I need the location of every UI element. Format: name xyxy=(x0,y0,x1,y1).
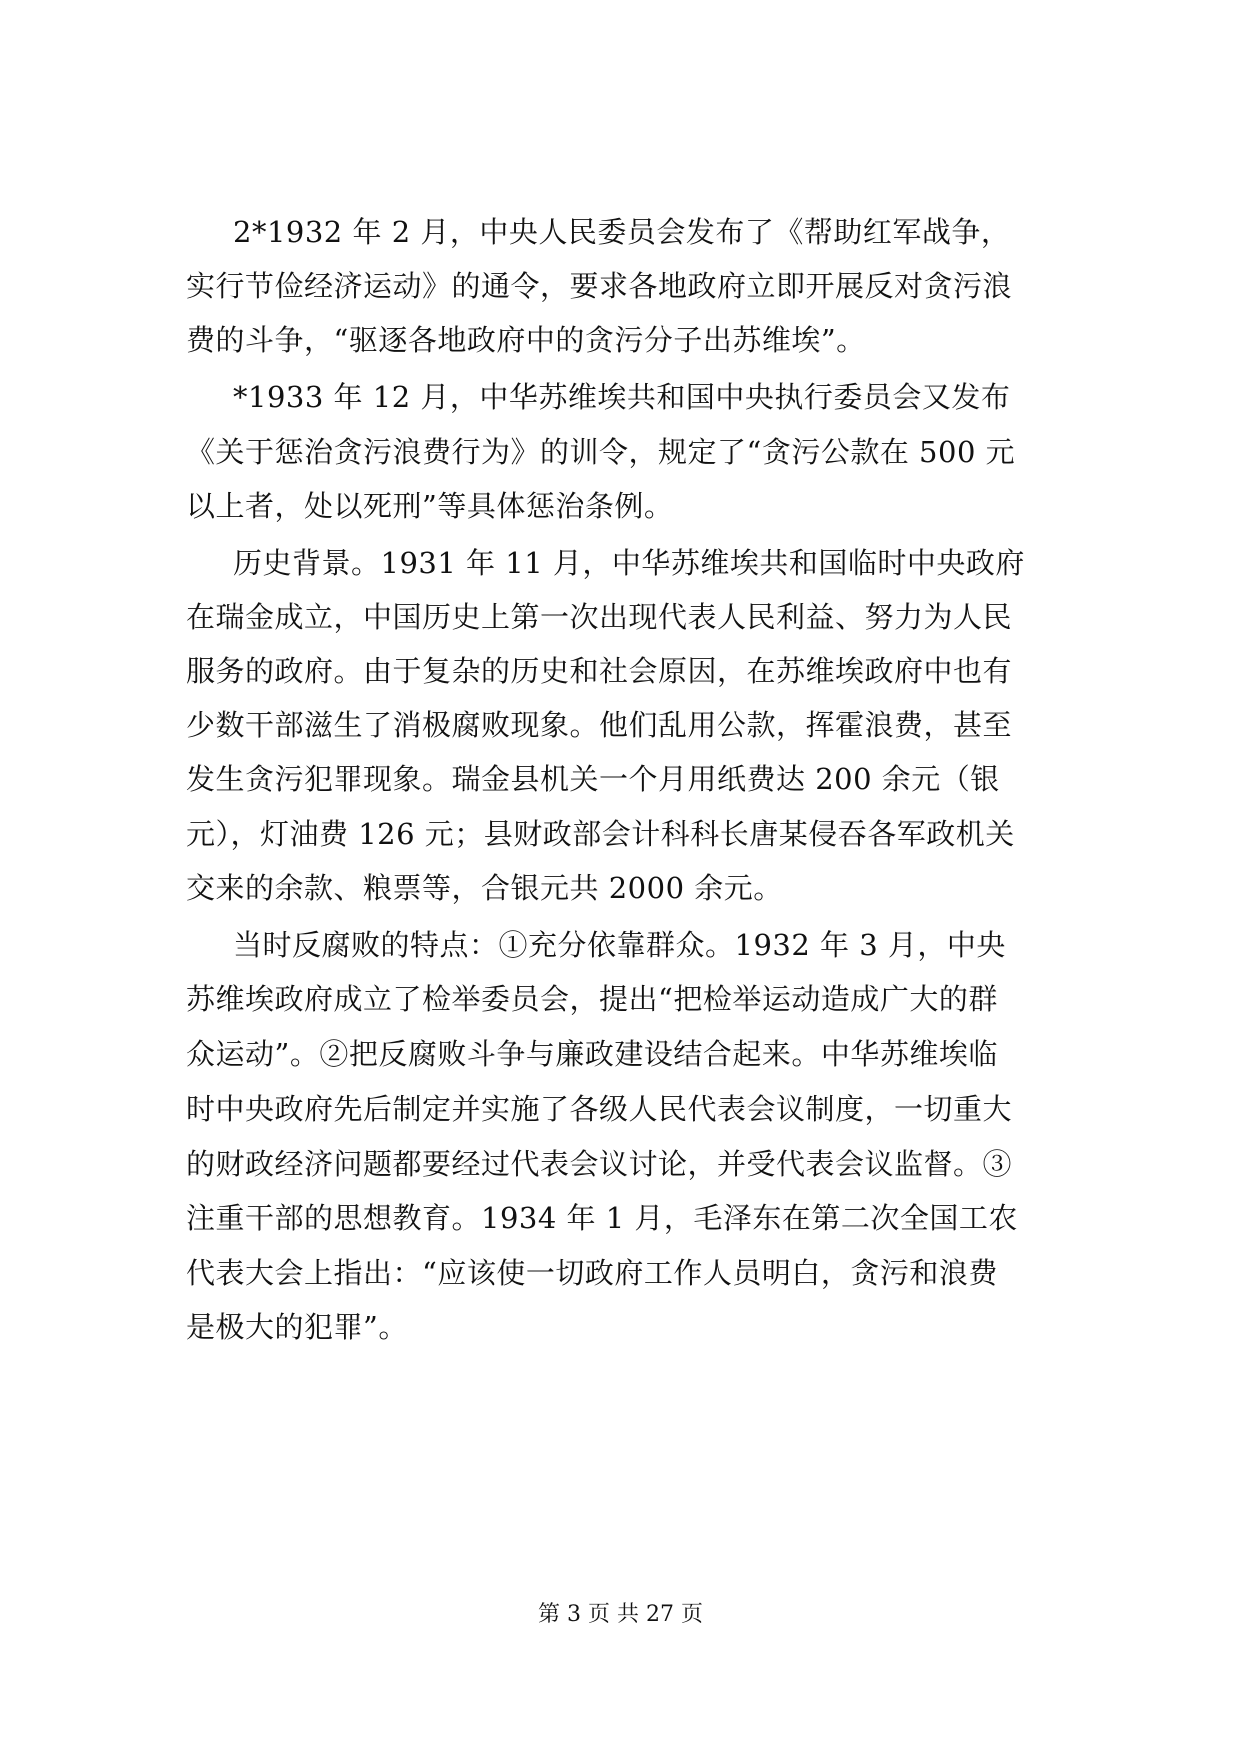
paragraph-1-line-2: 实行节俭经济运动》的通令，要求各地政府立即开展反对贪污浪 xyxy=(186,269,1013,303)
paragraph-1-line-1: 2*1932 年 2 月，中央人民委员会发布了《帮助红军战争， xyxy=(233,215,1011,249)
paragraph-4-line-8: 是极大的犯罪”。 xyxy=(186,1310,408,1344)
paragraph-3-line-3: 服务的政府。由于复杂的历史和社会原因，在苏维埃政府中也有 xyxy=(186,654,1013,688)
paragraph-2-line-3: 以上者，处以死刑”等具体惩治条例。 xyxy=(186,489,674,523)
paragraph-1-line-3: 费的斗争，“驱逐各地政府中的贪污分子出苏维埃”。 xyxy=(186,323,866,357)
paragraph-3-line-2: 在瑞金成立，中国历史上第一次出现代表人民利益、努力为人民 xyxy=(186,600,1013,634)
paragraph-4-line-3: 众运动”。②把反腐败斗争与廉政建设结合起来。中华苏维埃临 xyxy=(186,1037,998,1071)
paragraph-2-line-1: *1933 年 12 月，中华苏维埃共和国中央执行委员会又发布 xyxy=(233,380,1011,414)
paragraph-4-line-2: 苏维埃政府成立了检举委员会，提出“把检举运动造成广大的群 xyxy=(186,982,998,1016)
page-number-footer: 第 3 页 共 27 页 xyxy=(538,1602,703,1627)
paragraph-3-line-7: 交来的余款、粮票等，合银元共 2000 余元。 xyxy=(186,871,783,905)
paragraph-2-line-2: 《关于惩治贪污浪费行为》的训令，规定了“贪污公款在 500 元 xyxy=(186,435,1016,469)
paragraph-3-line-5: 发生贪污犯罪现象。瑞金县机关一个月用纸费达 200 余元（银 xyxy=(186,762,1000,796)
paragraph-3-line-4: 少数干部滋生了消极腐败现象。他们乱用公款，挥霍浪费，甚至 xyxy=(186,708,1013,742)
paragraph-4-line-4: 时中央政府先后制定并实施了各级人民代表会议制度，一切重大 xyxy=(186,1092,1013,1126)
paragraph-4-line-5: 的财政经济问题都要经过代表会议讨论，并受代表会议监督。③ xyxy=(186,1147,1013,1181)
paragraph-4-line-7: 代表大会上指出：“应该使一切政府工作人员明白，贪污和浪费 xyxy=(186,1256,998,1290)
paragraph-3-line-1: 历史背景。1931 年 11 月，中华苏维埃共和国临时中央政府 xyxy=(233,546,1025,580)
paragraph-4-line-1: 当时反腐败的特点：①充分依靠群众。1932 年 3 月，中央 xyxy=(233,928,1006,962)
paragraph-3-line-6: 元），灯油费 126 元；县财政部会计科科长唐某侵吞各军政机关 xyxy=(186,817,1015,851)
paragraph-4-line-6: 注重干部的思想教育。1934 年 1 月，毛泽东在第二次全国工农 xyxy=(186,1201,1018,1235)
